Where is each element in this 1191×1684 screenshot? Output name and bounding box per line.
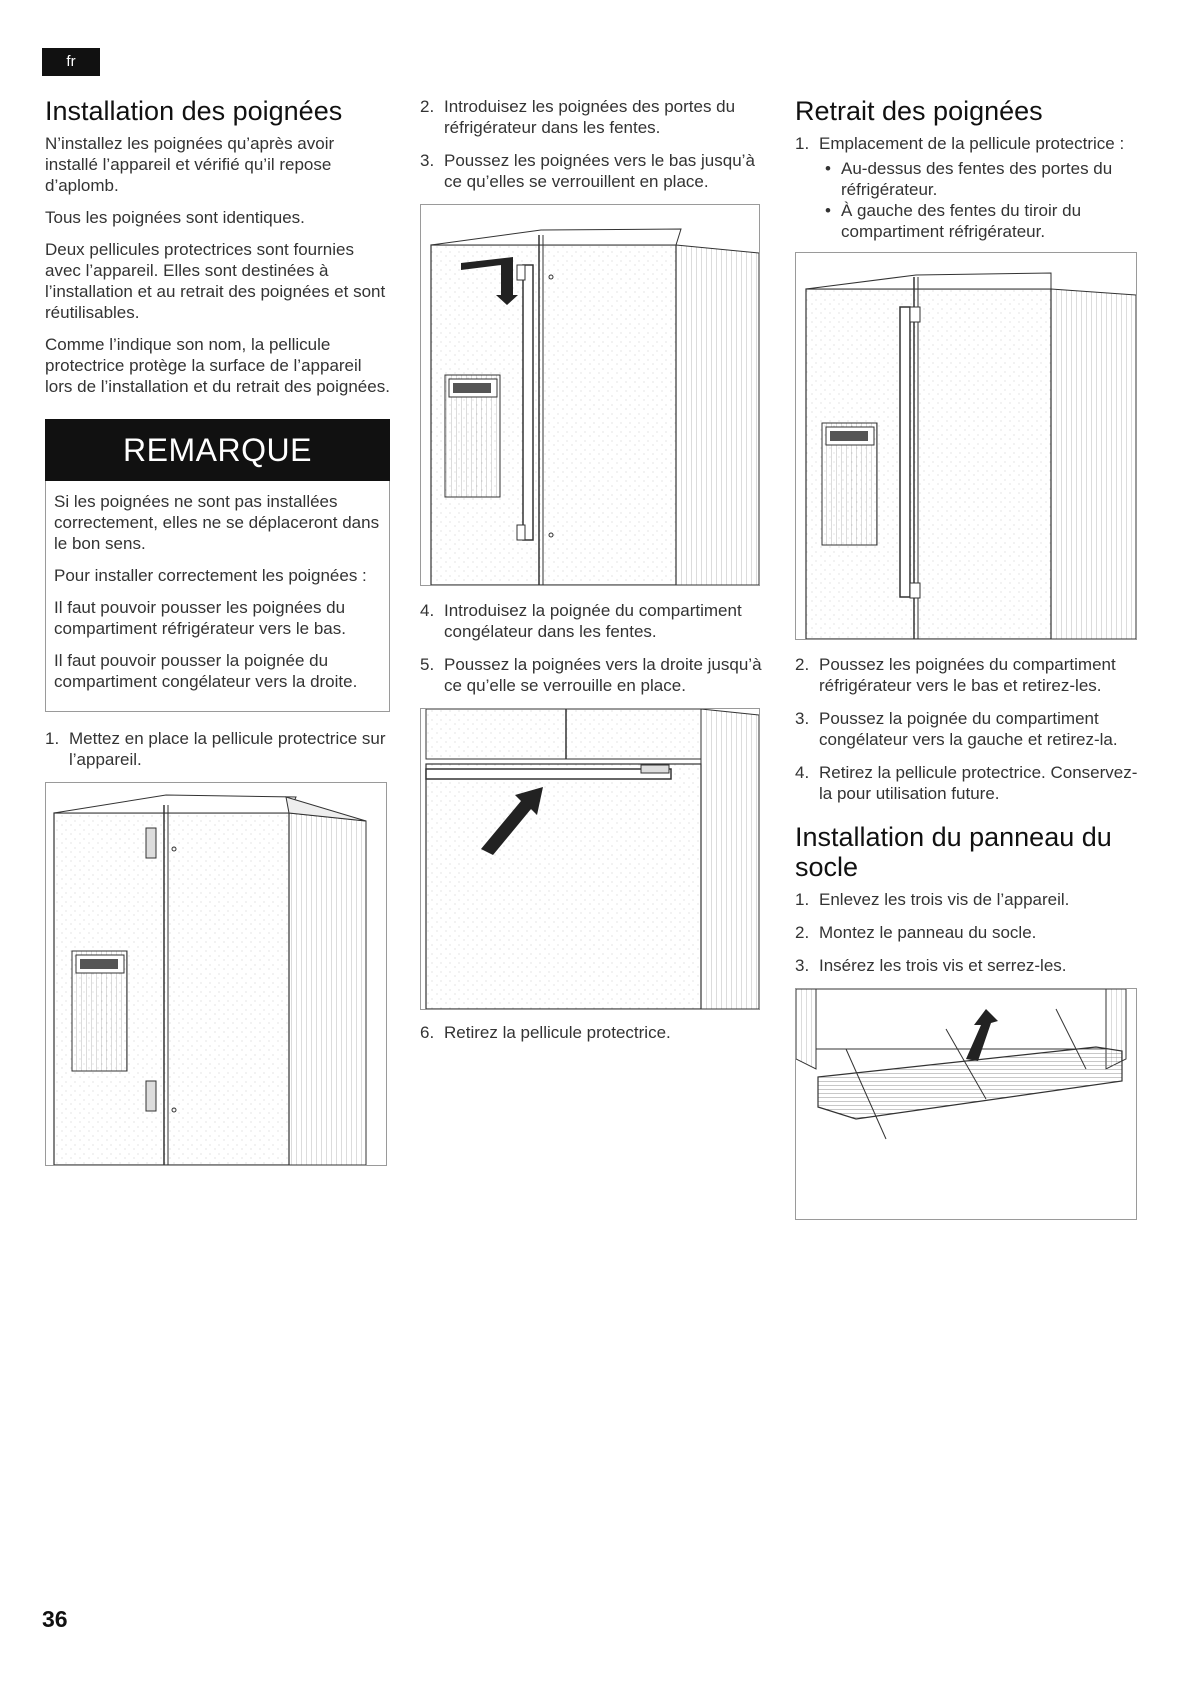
list-item: • À gauche des fentes du tiroir du compartiment réfrigérateur.	[819, 200, 1140, 242]
step-item	[45, 728, 390, 770]
note-paragraph: Il faut pouvoir pousser la poignée du compartiment congélateur vers la droite.	[54, 651, 358, 691]
refrigerator-handles-install-illustration	[420, 204, 760, 586]
note-heading: REMARQUE	[45, 419, 390, 481]
step-text: Enlevez les trois vis de l’appareil.	[819, 890, 1070, 909]
step-number: 4.	[795, 763, 810, 782]
intro-paragraph: Tous les poignées sont identiques.	[45, 208, 305, 227]
step-text: Mettez en place la pellicule protectrice sur l’appareil.	[69, 729, 386, 769]
step-item	[420, 600, 765, 642]
step-number: 5.	[420, 655, 435, 674]
step-item	[795, 708, 1140, 750]
step-number: 1.	[795, 134, 810, 153]
intro-paragraph: Deux pellicules protectrices sont fournies avec l’appareil. Elles sont destinées à l’installation et au retrait des poignées et sont réutilisables.	[45, 240, 386, 322]
step-text: Retirez la pellicule protectrice.	[444, 1023, 671, 1042]
note-paragraph: Si les poignées ne sont pas installées correctement, elles ne se déplaceront dans le bon sens.	[54, 492, 380, 553]
film-location-list	[819, 158, 1140, 242]
step-text: Poussez les poignées du compartiment réfrigérateur vers le bas et retirez-les.	[819, 655, 1116, 695]
step-item	[795, 133, 1140, 154]
note-paragraph: Il faut pouvoir pousser les poignées du compartiment réfrigérateur vers le bas.	[54, 598, 346, 638]
step-number: 2.	[795, 923, 810, 942]
step-number: 1.	[795, 890, 810, 909]
step-number: 6.	[420, 1023, 435, 1042]
column-2	[420, 96, 765, 1055]
intro-paragraph: N’installez les poignées qu’après avoir installé l’appareil et vérifié qu’il repose d’aplomb.	[45, 134, 335, 195]
step-item	[795, 955, 1140, 976]
step-item	[420, 654, 765, 696]
base-panel-illustration	[795, 988, 1137, 1220]
language-tab: fr	[42, 48, 100, 76]
step-item	[795, 654, 1140, 696]
step-number: 2.	[795, 655, 810, 674]
step-number: 3.	[795, 956, 810, 975]
note-paragraph: Pour installer correctement les poignées :	[54, 566, 367, 585]
step-text: Emplacement de la pellicule protectrice :	[819, 134, 1125, 153]
step-item	[795, 922, 1140, 943]
step-number: 2.	[420, 97, 435, 116]
step-text: Introduisez la poignée du compartiment congélateur dans les fentes.	[444, 601, 742, 641]
step-item	[795, 762, 1140, 804]
handle-removal-illustration	[795, 252, 1137, 640]
step-text: Retirez la pellicule protectrice. Conservez-la pour utilisation future.	[819, 763, 1138, 803]
list-item: • Au-dessus des fentes des portes du réfrigérateur.	[819, 158, 1140, 200]
intro-paragraph: Comme l’indique son nom, la pellicule protectrice protège la surface de l’appareil lors de l’installation et du retrait des poignées.	[45, 335, 390, 396]
page-number: 36	[42, 1606, 68, 1632]
step-number: 1.	[45, 729, 60, 748]
section-title-base-panel: Installation du panneau du socle	[795, 822, 1112, 882]
step-text: Insérez les trois vis et serrez-les.	[819, 956, 1067, 975]
step-item	[420, 96, 765, 138]
step-text: Introduisez les poignées des portes du réfrigérateur dans les fentes.	[444, 97, 736, 137]
step-text: Poussez les poignées vers le bas jusqu’à ce qu’elles se verrouillent en place.	[444, 151, 755, 191]
step-number: 3.	[795, 709, 810, 728]
freezer-handle-install-illustration	[420, 708, 760, 1010]
section-title-removal: Retrait des poignées	[795, 96, 1043, 126]
step-item	[795, 889, 1140, 910]
step-item	[420, 1022, 765, 1043]
step-number: 4.	[420, 601, 435, 620]
column-1	[45, 96, 390, 1166]
fridge-protective-film-illustration	[45, 782, 387, 1166]
section-title-installation: Installation des poignées	[45, 96, 343, 126]
step-text: Poussez la poignée du compartiment congélateur vers la gauche et retirez-la.	[819, 709, 1118, 749]
note-box	[45, 419, 390, 712]
column-3	[795, 96, 1140, 1220]
step-number: 3.	[420, 151, 435, 170]
step-item	[420, 150, 765, 192]
step-text: Montez le panneau du socle.	[819, 923, 1037, 942]
step-text: Poussez la poignées vers la droite jusqu’à ce qu’elle se verrouille en place.	[444, 655, 762, 695]
